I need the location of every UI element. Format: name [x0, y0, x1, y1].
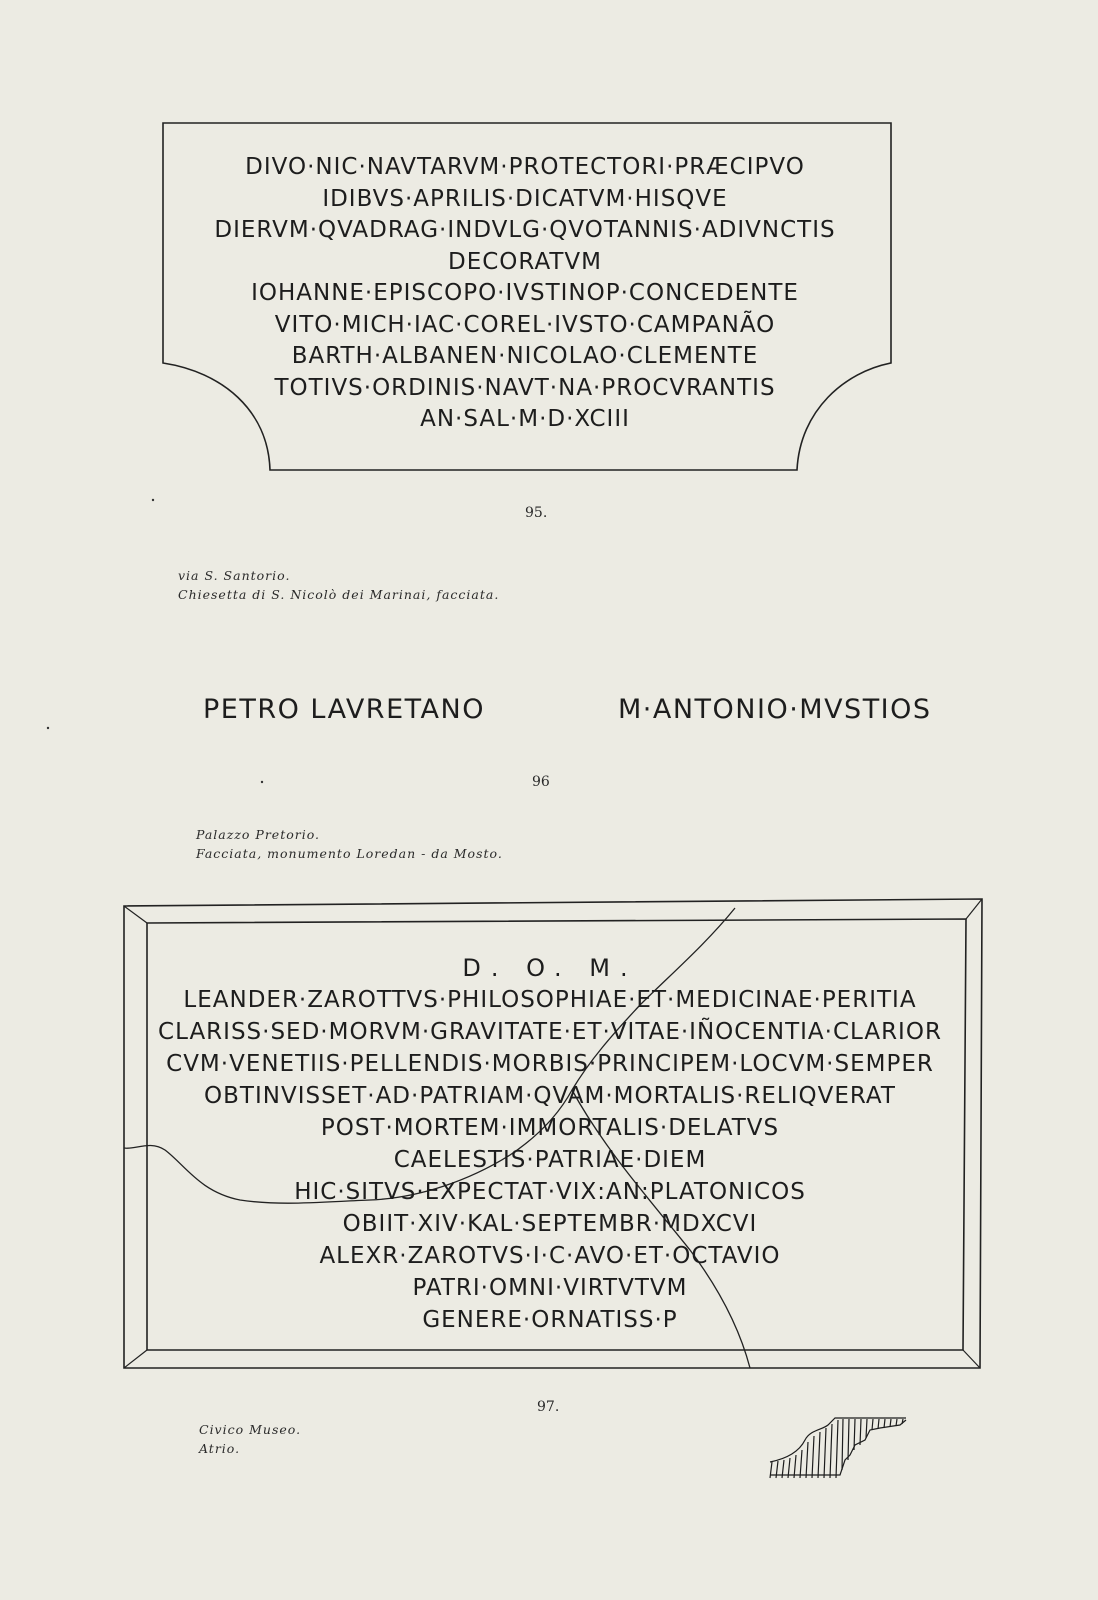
- inscription-95-text: [160, 152, 890, 436]
- inscription-line: HIC·SITVS·EXPECTAT·VIX:AN:PLATONICOS: [294, 1179, 806, 1205]
- inscription-line: AN·SAL·M·D·XCIII: [420, 406, 630, 432]
- caption-line: Facciata, monumento Loredan - da Mosto.: [196, 846, 503, 861]
- caption-95: [178, 566, 499, 604]
- caption-line: Palazzo Pretorio.: [196, 827, 321, 842]
- inscription-line: CAELESTIS·PATRIAE·DIEM: [393, 1147, 707, 1173]
- inscription-line: D. O. M.: [462, 954, 638, 982]
- inscription-96-right: M·ANTONIO·MVSTIOS: [618, 694, 932, 725]
- caption-97: [199, 1420, 301, 1458]
- inscription-line: OBTINVISSET·AD·PATRIAM·QVAM·MORTALIS·RELIQVERAT: [204, 1083, 896, 1109]
- inscription-96-left: PETRO LAVRETANO: [203, 694, 485, 725]
- inscription-line: POST·MORTEM·IMMORTALIS·DELATVS: [320, 1115, 780, 1141]
- caption-line: Atrio.: [199, 1441, 241, 1456]
- inscription-line: DIVO·NIC·NAVTARVM·PROTECTORI·PRÆCIPVO: [245, 154, 805, 180]
- inscription-line: TOTIVS·ORDINIS·NAVT·NA·PROCVRANTIS: [274, 374, 776, 401]
- inscription-line: VITO·MICH·IAC·COREL·IVSTO·CAMPANÃO: [274, 311, 776, 338]
- inscription-line: IDIBVS·APRILIS·DICATVM·HISQVE: [322, 185, 728, 212]
- figure-number-95: 95.: [525, 505, 548, 521]
- inscription-line: PATRI·OMNI·VIRTVTVM: [412, 1275, 688, 1301]
- caption-line: Civico Museo.: [199, 1422, 302, 1437]
- inscription-line: CVM·VENETIIS·PELLENDIS·MORBIS·PRINCIPEM·LOCVM·SEMPER: [166, 1051, 934, 1077]
- inscription-line: CLARISS·SED·MORVM·GRAVITATE·ET·VITAE·IÑOCENTIA·CLARIOR: [158, 1019, 942, 1045]
- inscription-line: IOHANNE·EPISCOPO·IVSTINOP·CONCEDENTE: [251, 280, 799, 306]
- caption-line: via S. Santorio.: [178, 568, 291, 583]
- figure-number-96: 96: [532, 774, 550, 790]
- inscription-line: ALEXR·ZAROTVS·I·C·AVO·ET·OCTAVIO: [319, 1243, 781, 1269]
- inscription-line: GENERE·ORNATISS·P: [422, 1307, 678, 1333]
- caption-line: Chiesetta di S. Nicolò dei Marinai, facciata.: [178, 587, 500, 602]
- inscription-97-text: [140, 952, 960, 1336]
- figure-number-97: 97.: [537, 1399, 560, 1415]
- inscription-line: BARTH·ALBANEN·NICOLAO·CLEMENTE: [291, 343, 759, 369]
- inscription-line: LEANDER·ZAROTTVS·PHILOSOPHIAE·ET·MEDICINAE·PERITIA: [183, 987, 917, 1013]
- inscription-line: DIERVM·QVADRAG·INDVLG·QVOTANNIS·ADIVNCTIS: [214, 217, 836, 243]
- moulding-profile: [770, 1418, 906, 1478]
- caption-96: [196, 825, 503, 863]
- inscription-line: OBIIT·XIV·KAL·SEPTEMBR·MDXCVI: [342, 1211, 758, 1237]
- inscription-line: DECORATVM: [447, 248, 603, 275]
